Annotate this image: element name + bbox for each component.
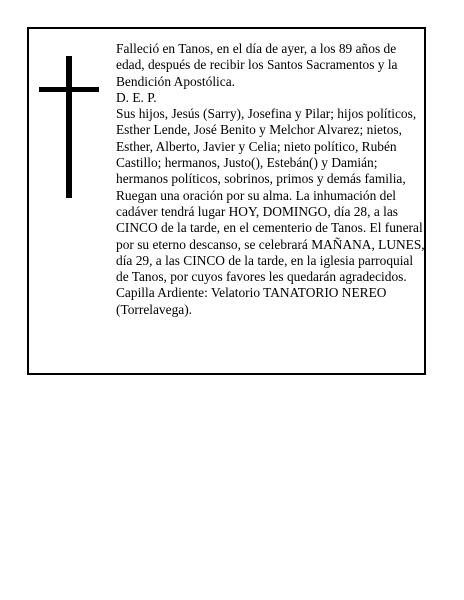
obituary-announcement: Falleció en Tanos, en el día de ayer, a los 89 años de edad, después de recibir los Santos Sacramentos y la Bendición Apostólica.: [116, 41, 398, 89]
obituary-service-details: Ruegan una oración por su alma. La inhumación del cadáver tendrá lugar HOY, DOMINGO, día 28, a las CINCO de la tarde, en el cementerio de Tanos. El funeral por su eterno descanso, se celebrará MAÑANA, LUNES, día 29, a las CINCO de la tarde, en la iglesia parroquial de Tanos, por cuyos favores les quedarán agradecidos. Capilla Ardiente: Velatorio TANATORIO NEREO (Torrelavega).: [116, 187, 425, 317]
obituary-text: [116, 41, 426, 318]
obituary-rip: D. E. P.: [116, 89, 157, 105]
cross-icon: [39, 56, 99, 198]
cross-vertical-bar: [66, 56, 72, 198]
obituary-notice-frame: [27, 27, 426, 375]
obituary-family: Sus hijos, Jesús (Sarry), Josefina y Pilar; hijos políticos, Esther Lende, José Benito y Melchor Alvarez; nietos, Esther, Alberto, Javier y Celia; nieto político, Rubén Castillo; hermanos, Justo(), Estebán() y Damián; hermanos políticos, sobrinos, primos y demás familia,: [116, 106, 417, 187]
cross-horizontal-bar: [39, 87, 99, 92]
